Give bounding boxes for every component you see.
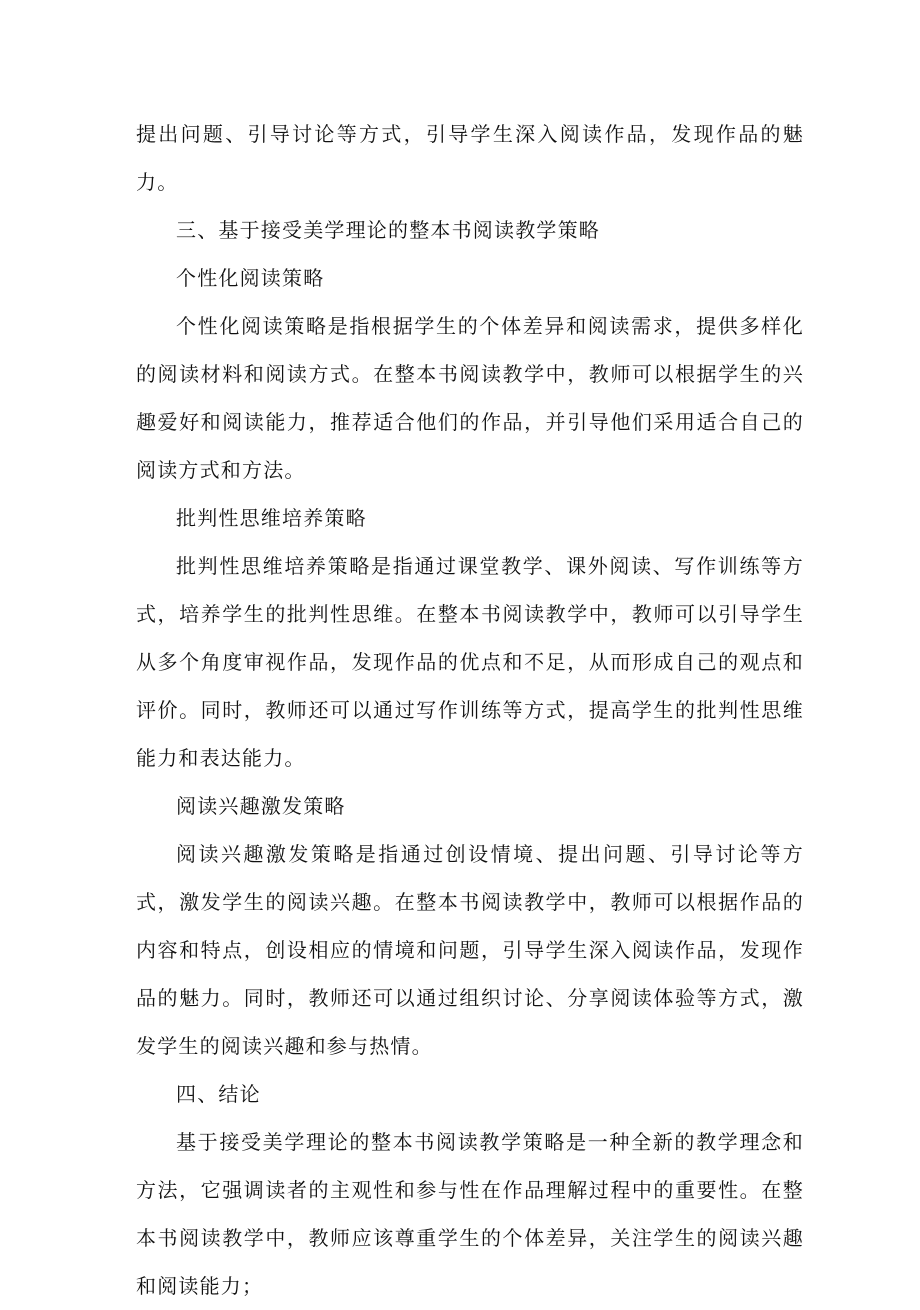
subheading-reading-interest: 阅读兴趣激发策略 bbox=[176, 794, 346, 818]
paragraph-conclusion: 基于接受美学理论的整本书阅读教学策略是一种全新的教学理念和方法，它强调读者的主观性和参与性在作品理解过程中的重要性。在整本书阅读教学中，教师应该尊重学生的个体差异，关注学生的阅读兴趣和阅读能力； bbox=[136, 1130, 804, 1298]
section-heading-conclusion: 四、结论 bbox=[176, 1082, 261, 1106]
document-body bbox=[136, 110, 804, 1310]
subheading-personalized-reading: 个性化阅读策略 bbox=[176, 266, 325, 290]
paragraph-personalized-reading: 个性化阅读策略是指根据学生的个体差异和阅读需求，提供多样化的阅读材料和阅读方式。在整本书阅读教学中，教师可以根据学生的兴趣爱好和阅读能力，推荐适合他们的作品，并引导他们采用适合自己的阅读方式和方法。 bbox=[136, 314, 804, 482]
paragraph-critical-thinking: 批判性思维培养策略是指通过课堂教学、课外阅读、写作训练等方式，培养学生的批判性思维。在整本书阅读教学中，教师可以引导学生从多个角度审视作品，发现作品的优点和不足，从而形成自己的观点和评价。同时，教师还可以通过写作训练等方式，提高学生的批判性思维能力和表达能力。 bbox=[136, 554, 804, 770]
subheading-critical-thinking: 批判性思维培养策略 bbox=[176, 506, 367, 530]
paragraph-continuation: 提出问题、引导讨论等方式，引导学生深入阅读作品，发现作品的魅力。 bbox=[136, 122, 804, 194]
paragraph-reading-interest: 阅读兴趣激发策略是指通过创设情境、提出问题、引导讨论等方式，激发学生的阅读兴趣。在整本书阅读教学中，教师可以根据作品的内容和特点，创设相应的情境和问题，引导学生深入阅读作品，发现作品的魅力。同时，教师还可以通过组织讨论、分享阅读体验等方式，激发学生的阅读兴趣和参与热情。 bbox=[136, 842, 804, 1058]
section-heading-strategies: 三、基于接受美学理论的整本书阅读教学策略 bbox=[176, 218, 600, 242]
